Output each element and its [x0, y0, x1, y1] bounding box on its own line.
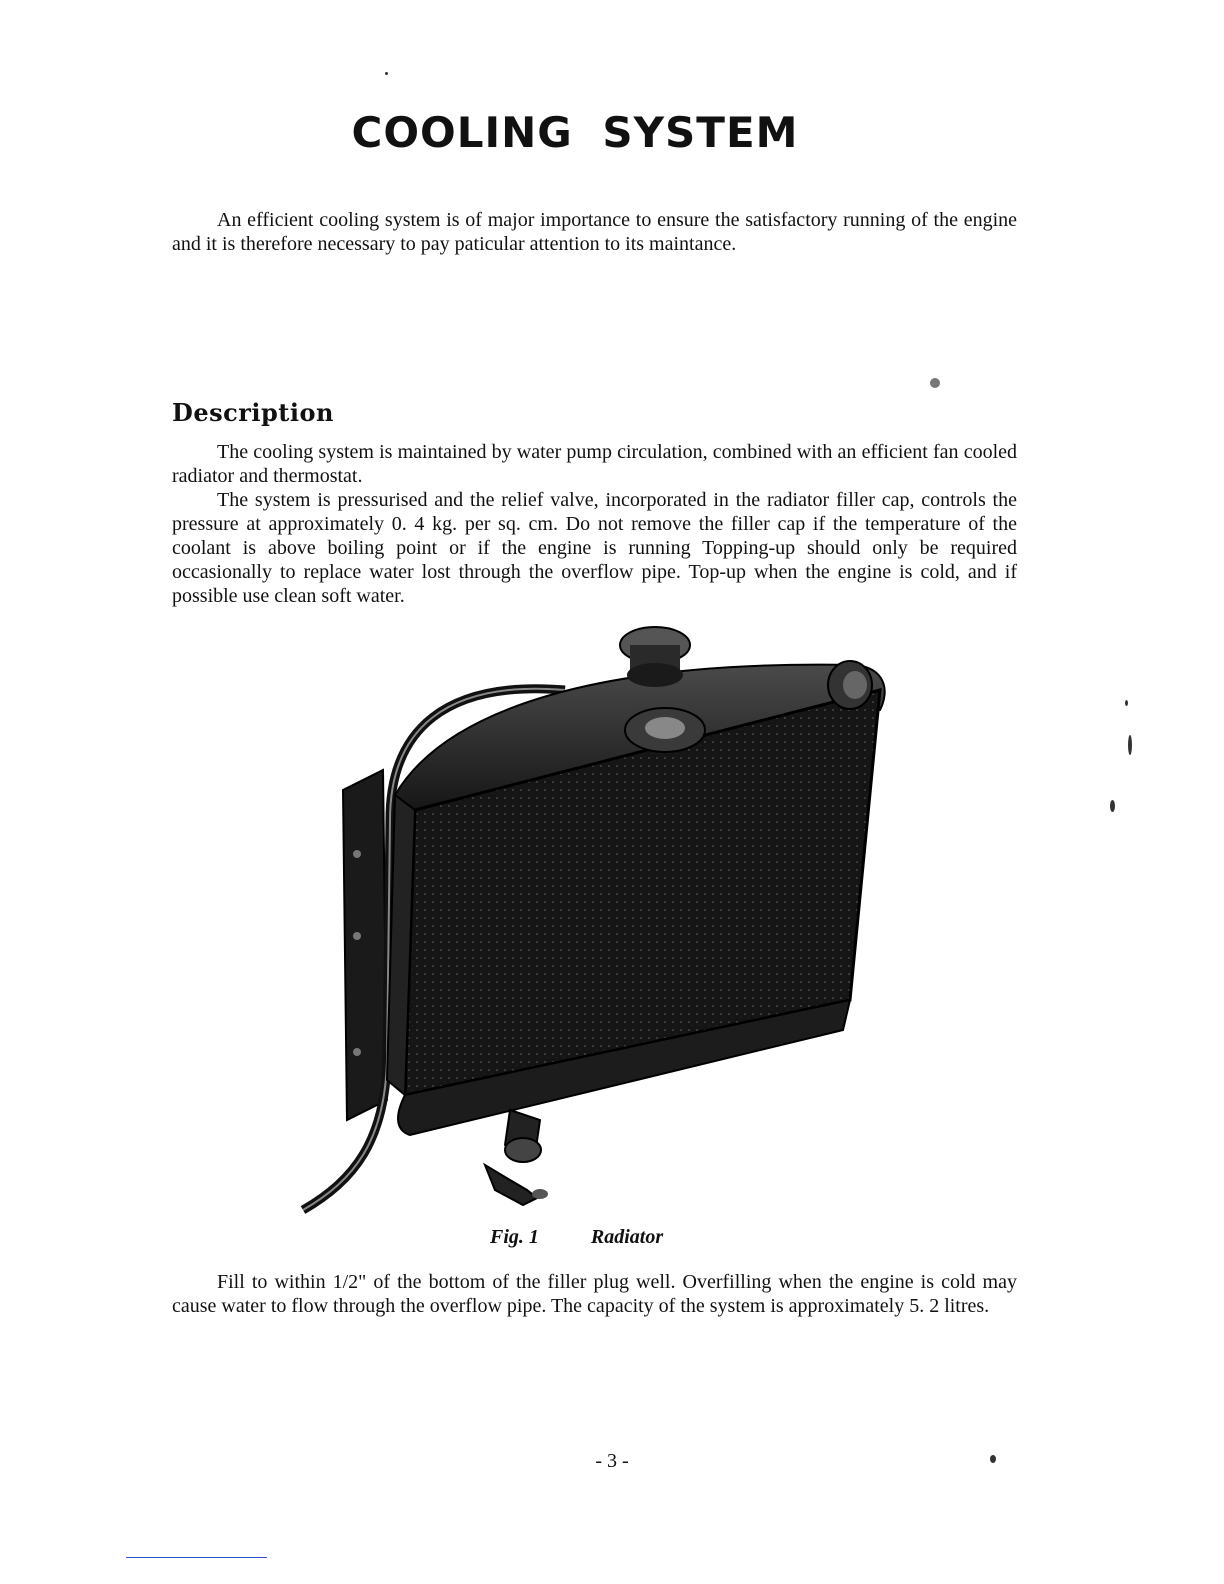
figure-caption — [490, 1226, 663, 1249]
scan-speck — [1128, 735, 1132, 755]
scan-speck — [990, 1455, 996, 1463]
scan-speck — [385, 72, 388, 75]
page-number: - 3 - — [595, 1450, 629, 1472]
page-title: COOLING SYSTEM — [351, 108, 799, 157]
section-heading: Description — [172, 398, 334, 427]
intro-paragraph: An efficient cooling system is of major importance to ensure the satisfactory running of the engine and it is therefore necessary to pay paticular attention to its maintance. — [172, 209, 1017, 255]
scan-speck — [930, 378, 940, 388]
figure-number: Fig. 1 — [490, 1226, 539, 1248]
scan-speck — [1110, 800, 1115, 812]
fill-paragraph: Fill to within 1/2" of the bottom of the filler plug well. Overfilling when the engine is cold may cause water to flow through the overflow pipe. The capacity of the system is approximately 5. 2 litres. — [172, 1271, 1017, 1317]
radiator-illustration — [295, 620, 905, 1225]
description-paragraph-1: The cooling system is maintained by water pump circulation, combined with an efficient fan cooled radiator and thermostat. — [172, 441, 1017, 487]
description-paragraph-2: The system is pressurised and the relief valve, incorporated in the radiator filler cap, controls the pressure at approximately 0. 4 kg. per sq. cm. Do not remove the filler cap if the temperature of the coolant is above boiling point or if the engine is running Topping-up should only be required occasionally to replace water lost through the overflow pipe. Top-up when the engine is cold, and if possible use clean soft water. — [172, 489, 1017, 607]
footnote-rule — [126, 1557, 267, 1558]
scan-speck — [1125, 700, 1128, 706]
figure-caption-text: Radiator — [590, 1226, 664, 1248]
